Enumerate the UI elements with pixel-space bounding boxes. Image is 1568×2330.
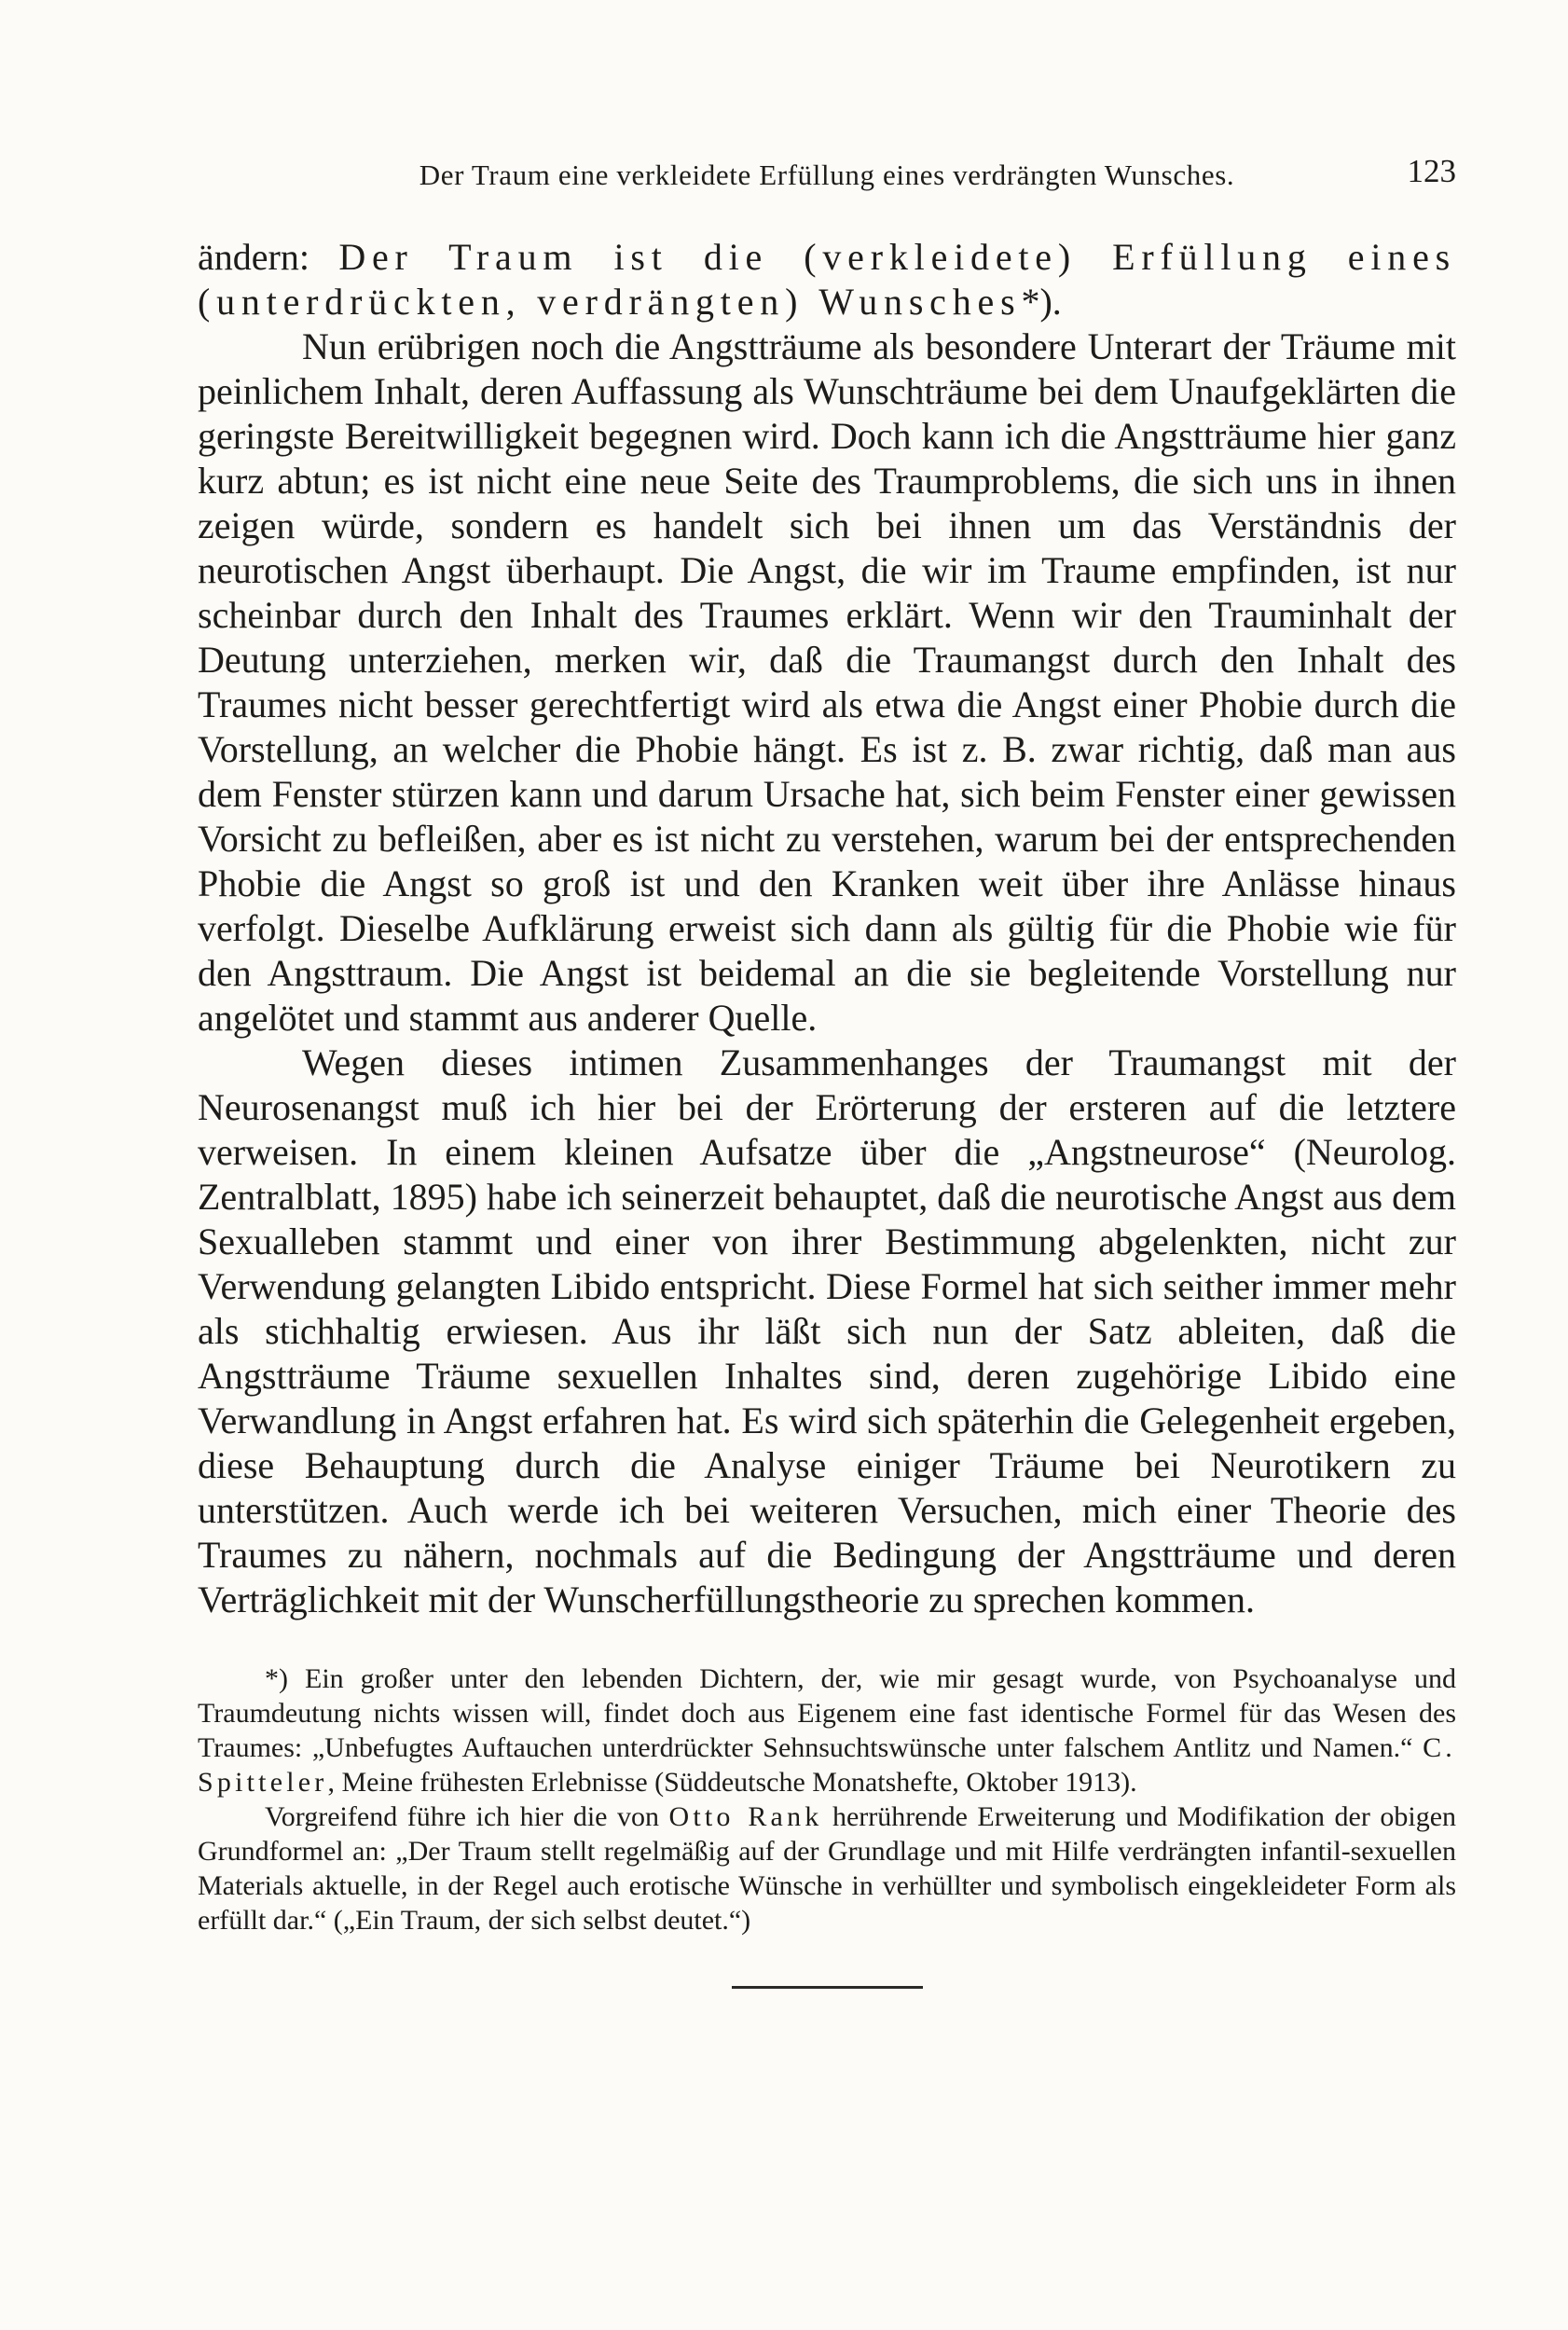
running-title: Der Traum eine verkleidete Erfüllung eines verdrängten Wunsches. [419, 159, 1235, 191]
footnote-author: Otto Rank [668, 1801, 823, 1832]
running-head [198, 153, 1456, 200]
body-text [198, 235, 1456, 1622]
footnotes [198, 1661, 1456, 1937]
footnote-text: , Meine frühesten Erlebnisse (Süddeutsche Monatshefte, Oktober 1913). [327, 1767, 1137, 1798]
footnote [198, 1799, 1456, 1937]
paragraph-opening [198, 235, 1456, 324]
footnote-text: Vorgreifend führe ich hier die von [265, 1801, 669, 1832]
footnote-author: C. Spitteler [198, 1732, 1456, 1798]
opening-prefix: ändern: [198, 236, 339, 278]
footnote-text: *) Ein großer unter den lebenden Dichtern, der, wie mir gesagt wurde, von Psychoanalyse und Traumdeutung nichts wissen will, findet doch aus Eigenem eine fast identische Formel für das Wesen des Traumes: „Unbefugtes Auftauchen unterdrückter Sehnsuchtswünsche unter falschem Antlitz und Namen.“ [198, 1663, 1456, 1763]
footnote-text: herrührende Erweiterung und Modifikation der obigen Grundformel an: „Der Traum stellt regelmäßig auf der Grundlage und mit Hilfe verdrängten infantil-sexuellen Materials aktuelle, in der Regel auch erotische Wünsche in verhüllter und symbolisch eingekleideter Form als erfüllt dar.“ („Ein Traum, der sich selbst deutet.“) [198, 1801, 1457, 1936]
opening-emphasis: Der Traum ist die (verkleidete) Erfüllung eines (unterdrückten, verdrängten) Wunsches [198, 236, 1456, 323]
section-divider [732, 1986, 923, 1989]
paragraph: Nun erübrigen noch die Angstträume als besondere Unterart der Träume mit peinlichem Inhalt, deren Auffassung als Wunschträume bei dem Unaufgeklärten die geringste Bereitwilligkeit begegnen wird. Doch kann ich die Angstträume hier ganz kurz abtun; es ist nicht eine neue Seite des Traumproblems, die sich uns in ihnen zeigen würde, sondern es handelt sich bei ihnen um das Verständnis der neurotischen Angst überhaupt. Die Angst, die wir im Traume empfinden, ist nur scheinbar durch den Inhalt des Traumes erklärt. Wenn wir den Trauminhalt der Deutung unterziehen, merken wir, daß die Traumangst durch den Inhalt des Traumes nicht besser gerechtfertigt wird als etwa die Angst einer Phobie durch die Vorstellung, an welcher die Phobie hängt. Es ist z. B. zwar richtig, daß man aus dem Fenster stürzen kann und darum Ursache hat, sich beim Fenster einer gewissen Vorsicht zu befleißen, aber es ist nicht zu verstehen, warum bei der entsprechenden Phobie die Angst so groß ist und den Kranken weit über ihre Anlässe hinaus verfolgt. Dieselbe Aufklärung erweist sich dann als gültig für die Phobie wie für den Angsttraum. Die Angst ist beidemal an die sie begleitende Vorstellung nur angelötet und stammt aus anderer Quelle. [198, 325, 1456, 1039]
paragraph: Wegen dieses intimen Zusammenhanges der Traumangst mit der Neurosenangst muß ich hier bei der Erörterung der ersteren auf die letztere verweisen. In einem kleinen Aufsatze über die „Angstneurose“ (Neurolog. Zentralblatt, 1895) habe ich seinerzeit behauptet, daß die neurotische Angst aus dem Sexualleben stammt und einer von ihrer Bestimmung abgelenkten, nicht zur Verwendung gelangten Libido entspricht. Diese Formel hat sich seither immer mehr als stichhaltig erwiesen. Aus ihr läßt sich nun der Satz ableiten, daß die Angstträume Träume sexuellen Inhaltes sind, deren zugehörige Libido eine Verwandlung in Angst erfahren hat. Es wird sich späterhin die Gelegenheit ergeben, diese Behauptung durch die Analyse einiger Träume bei Neurotikern zu unterstützen. Auch werde ich bei weiteren Versuchen, mich einer Theorie des Traumes zu nähern, nochmals auf die Bedingung der Angstträume und deren Verträglichkeit mit der Wunscherfüllungstheorie zu sprechen kommen. [198, 1041, 1456, 1620]
text-block [198, 153, 1457, 1989]
footnote [198, 1661, 1456, 1799]
opening-footnote-marker: *). [1021, 281, 1062, 323]
page-number: 123 [1407, 153, 1456, 189]
